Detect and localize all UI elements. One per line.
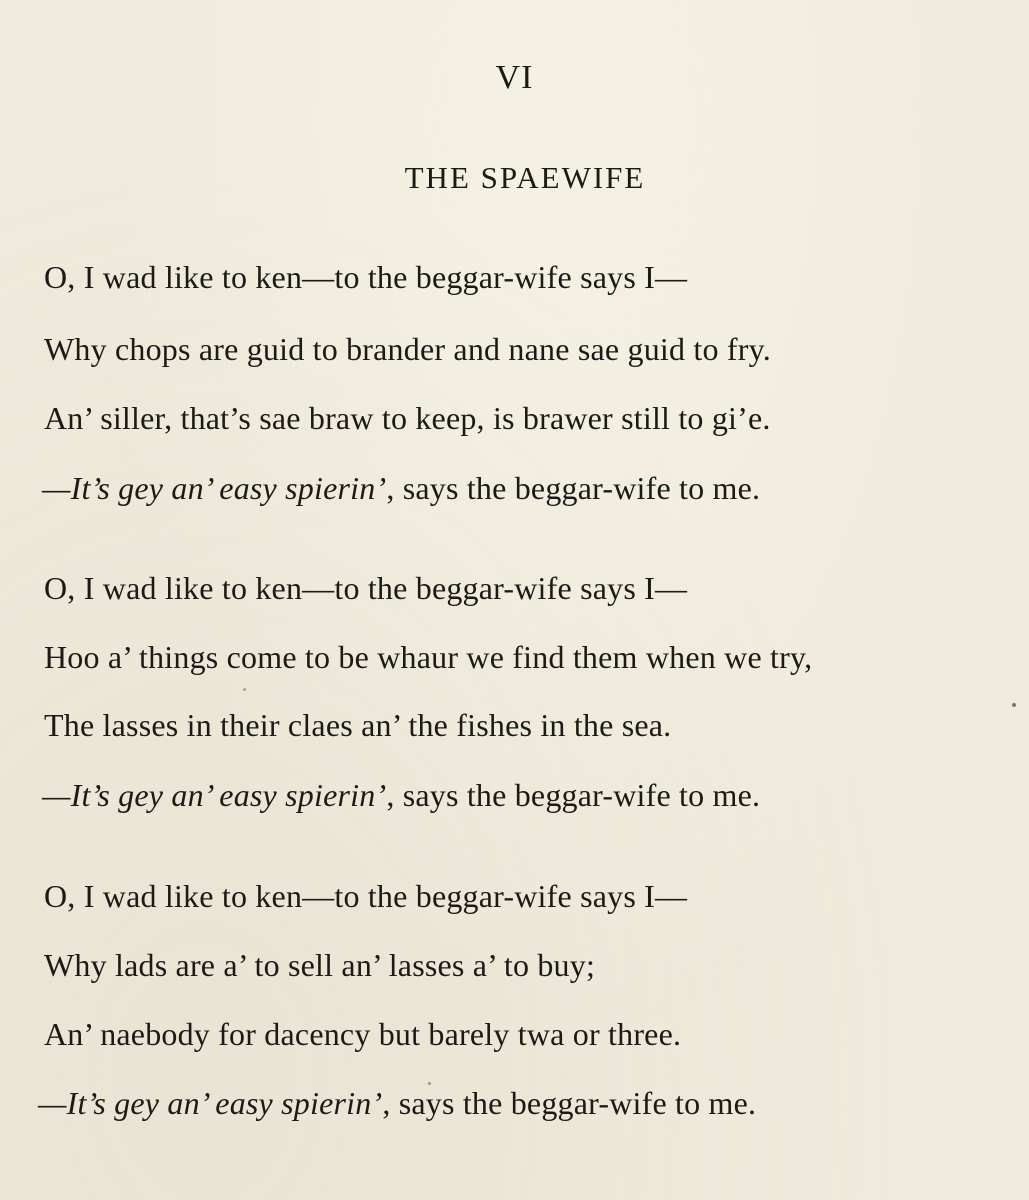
paper-speck	[428, 1082, 431, 1085]
refrain-italic: —It’s gey an’ easy spierin’	[42, 777, 387, 813]
poem-title: THE SPAEWIFE	[404, 160, 646, 195]
section-numeral: VI	[495, 59, 534, 96]
refrain-roman: , says the beggar-wife to me.	[386, 777, 761, 813]
stanza-2-line-1: O, I wad like to ken—to the beggar-wife says I—	[44, 570, 688, 606]
stanza-1-line-3: An’ siller, that’s sae braw to keep, is brawer still to gi’e.	[44, 400, 771, 436]
stanza-3-line-3: An’ naebody for dacency but barely twa or three.	[44, 1016, 682, 1052]
stanza-1-refrain	[42, 468, 760, 508]
stanza-3-line-2: Why lads are a’ to sell an’ lasses a’ to buy;	[44, 947, 596, 983]
stanza-2-line-2: Hoo a’ things come to be whaur we find them when we try,	[44, 639, 813, 675]
refrain-roman: , says the beggar-wife to me.	[382, 1085, 757, 1121]
stanza-2-refrain	[42, 775, 760, 815]
stanza-1-line-1: O, I wad like to ken—to the beggar-wife says I—	[44, 259, 688, 295]
stanza-3-line-1: O, I wad like to ken—to the beggar-wife says I—	[44, 878, 688, 914]
stanza-1-line-2: Why chops are guid to brander and nane sae guid to fry.	[44, 331, 771, 367]
stanza-2-line-3: The lasses in their claes an’ the fishes in the sea.	[44, 707, 672, 743]
stanza-3-refrain	[38, 1083, 756, 1123]
refrain-roman: , says the beggar-wife to me.	[386, 470, 761, 506]
paper-speck	[243, 688, 246, 691]
refrain-italic: —It’s gey an’ easy spierin’	[42, 470, 387, 506]
refrain-italic: —It’s gey an’ easy spierin’	[38, 1085, 383, 1121]
paper-speck	[1012, 703, 1016, 707]
